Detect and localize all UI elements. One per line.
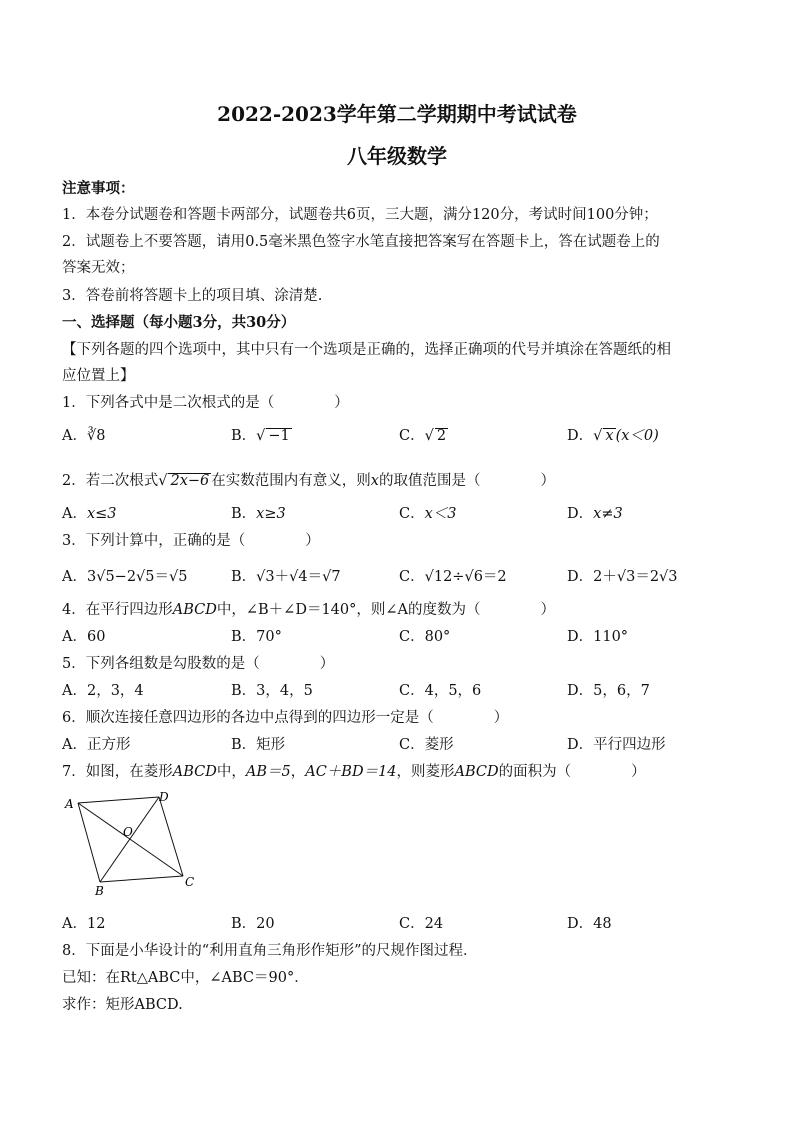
q6-option-c: C．菱形 [399, 737, 454, 753]
q5-text: 5．下列各组数是勾股数的是（ [62, 656, 260, 672]
q4-option-c: C．80° [399, 629, 451, 645]
q2-option-a-math: x≤3 [86, 506, 117, 522]
q1-option-a-label: A． [62, 428, 87, 444]
question-3-stem [62, 529, 320, 550]
q2-option-c-math: x＜3 [424, 506, 457, 522]
rhombus-figure [62, 790, 202, 900]
q1-option-d-condition: (x＜0) [615, 428, 659, 444]
q2-radical: 2x−6 [170, 473, 210, 489]
q3-option-b-math: √3＋√4＝√7 [256, 569, 341, 585]
q2-text-pre: 2．若二次根式 [62, 473, 159, 489]
q3-option-a [62, 565, 187, 586]
question-4-stem [62, 598, 555, 619]
note-item-2: 2．试题卷上不要答题，请用0.5毫米黑色签字水笔直接把答案写在答题卡上，答在试题卷上的 [62, 234, 660, 250]
q5-option-c: C．4，5，6 [399, 683, 482, 699]
question-1-stem [62, 391, 349, 412]
q4-text-post: 中，∠B＋∠D＝140°，则∠A的度数为（ [216, 602, 481, 618]
q2-option-c-label: C． [399, 506, 425, 522]
q2-option-d-math: x≠3 [593, 506, 623, 522]
q4-option-a: A．60 [62, 629, 106, 645]
q2-close: ） [540, 473, 555, 489]
q2-option-b-math: x≥3 [256, 506, 286, 522]
q1-option-c-math: 2 [436, 428, 447, 444]
q1-option-b-label: B． [231, 428, 257, 444]
q5-close: ） [319, 656, 335, 672]
q2-text-end: 的取值范围是（ [378, 473, 481, 489]
question-6-stem [62, 706, 508, 727]
q6-close: ） [493, 710, 509, 726]
q4-option-b: B．70° [231, 629, 282, 645]
section-heading: 一、选择题（每小题3分，共30分） [62, 314, 296, 331]
q1-option-b-math: −1 [268, 428, 290, 444]
note-item-1: 1．本卷分试题卷和答题卡两部分，试题卷共6页，三大题，满分120分，考试时间100分钟； [62, 207, 658, 223]
figure-label-d: D [159, 790, 169, 804]
question-1-text: 1．下列各式中是二次根式的是（ [62, 395, 275, 411]
figure-label-c: C [185, 875, 195, 889]
q1-option-c: C．√ 2 [399, 428, 447, 444]
q3-option-b [231, 565, 341, 586]
q7-option-b: B．20 [231, 916, 275, 932]
q7-cond2: AC＋BD＝14 [305, 764, 397, 780]
q2-option-b-label: B． [231, 506, 257, 522]
q4-text-pre: 4．在平行四边形 [62, 602, 173, 618]
question-5-stem [62, 652, 334, 673]
q5-option-a: A．2，3，4 [62, 683, 144, 699]
q3-option-d-math: 2＋√3＝2√3 [593, 569, 678, 585]
note-item-2-cont: 答案无效； [62, 260, 135, 276]
q3-option-a-label: A． [62, 569, 87, 585]
q7-option-a: A．12 [62, 916, 106, 932]
question-7-stem [62, 760, 646, 781]
q2-option-d [567, 502, 623, 523]
q6-option-b: B．矩形 [231, 737, 286, 753]
page-title: 2022-2023学年第二学期期中考试试卷 [217, 102, 577, 126]
figure-label-b: B [95, 884, 104, 898]
q7-shape: ABCD [172, 764, 217, 780]
q2-option-b [231, 502, 286, 523]
note-item-3: 3．答卷前将答题卡上的项目填、涂清楚. [62, 288, 323, 304]
figure-label-o: O [123, 825, 133, 839]
q3-text: 3．下列计算中，正确的是（ [62, 533, 246, 549]
section-instruction-1: 【下列各题的四个选项中，其中只有一个选项是正确的，选择正确项的代号并填涂在答题纸的相 [62, 342, 671, 358]
q3-option-c-label: C． [399, 569, 425, 585]
q2-option-a-label: A． [62, 506, 87, 522]
q5-option-d: D．5，6，7 [567, 683, 650, 699]
q7-cond1: AB＝5 [245, 764, 291, 780]
q1-option-d-label: D． [567, 428, 594, 444]
q2-option-a [62, 502, 117, 523]
q7-option-c: C．24 [399, 916, 444, 932]
q7-close: ） [631, 764, 646, 780]
q1-option-a [62, 424, 105, 445]
q7-sep: ， [290, 764, 306, 780]
q8-find: 求作：矩形ABCD. [62, 997, 183, 1013]
q4-shape: ABCD [172, 602, 217, 618]
section-instruction-2: 应位置上】 [62, 368, 135, 384]
q3-option-d [567, 565, 678, 586]
q7-shape-2: ABCD [454, 764, 499, 780]
q1-option-d: D．√ x (x＜0) [567, 428, 659, 444]
question-8-stem: 8．下面是小华设计的“利用直角三角形作矩形”的尺规作图过程． [62, 943, 478, 959]
q2-option-c [399, 502, 457, 523]
question-1-close: ） [334, 395, 349, 411]
q4-close: ） [540, 602, 555, 618]
q7-option-d: D．48 [567, 916, 612, 932]
q2-text-post: 在实数范围内有意义，则 [211, 473, 371, 489]
q3-option-b-label: B． [231, 569, 257, 585]
q3-option-c-math: √12÷√6＝2 [424, 569, 507, 585]
q2-var: x [370, 473, 379, 489]
q7-text-pre: 7．如图，在菱形 [62, 764, 173, 780]
page-subtitle: 八年级数学 [347, 144, 447, 168]
q3-option-d-label: D． [567, 569, 594, 585]
q3-close: ） [305, 533, 320, 549]
notes-heading: 注意事项： [62, 180, 135, 197]
q1-option-c-label: C． [399, 428, 425, 444]
q3-option-a-math: 3√5−2√5＝√5 [86, 569, 188, 585]
q1-option-a-math: ∛8 [86, 428, 106, 444]
q7-text-end2: 的面积为（ [498, 764, 572, 780]
q1-option-d-math: x [605, 428, 614, 444]
q4-option-d: D．110° [567, 629, 629, 645]
q3-option-c [399, 565, 507, 586]
q5-option-b: B．3，4，5 [231, 683, 313, 699]
q7-text-end: ，则菱形 [396, 764, 455, 780]
figure-label-a: A [65, 797, 74, 811]
q6-text: 6．顺次连接任意四边形的各边中点得到的四边形一定是（ [62, 710, 434, 726]
q7-text-post: 中， [216, 764, 246, 780]
q2-option-d-label: D． [567, 506, 594, 522]
q8-given: 已知：在Rt△ABC中，∠ABC＝90°． [62, 970, 309, 986]
q6-option-d: D．平行四边形 [567, 737, 666, 753]
q6-option-a: A．正方形 [62, 737, 131, 753]
q1-option-b: B．√ −1 [231, 428, 290, 444]
question-2-stem: 2．若二次根式√ 2x−6 在实数范围内有意义，则x的取值范围是（ ） [62, 473, 555, 489]
